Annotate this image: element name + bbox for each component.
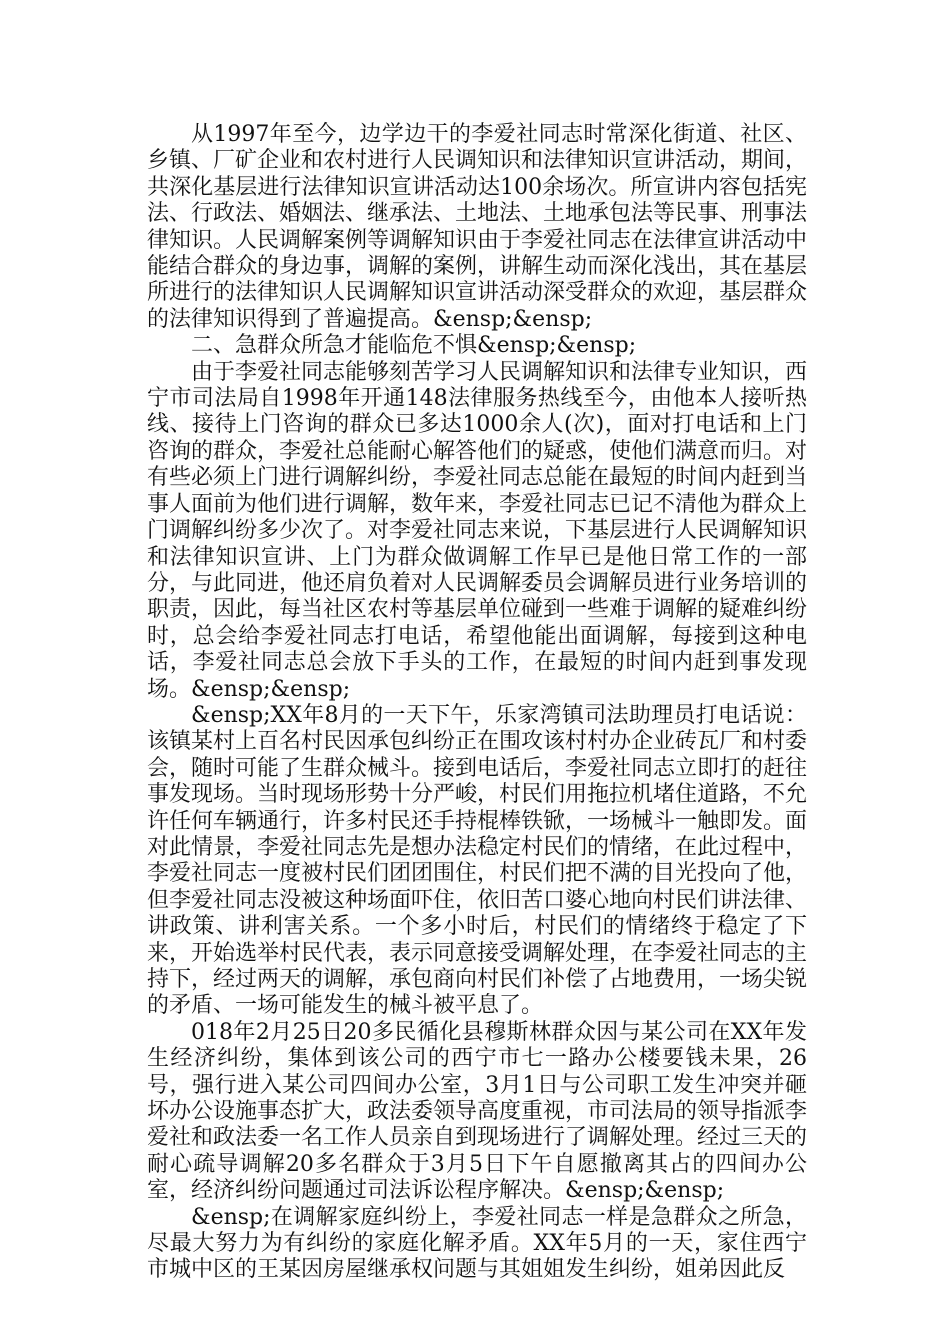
section-heading-two: 二、急群众所急才能临危不惧&ensp;&ensp; <box>191 333 637 359</box>
paragraph-family-dispute: &ensp;在调解家庭纠纷上，李爱社同志一样是急群众之所急，尽最大努力为有纠纷的家庭化解矛盾。XX年5月的一天，家住西宁市城中区的王某因房屋继承权问题与其姐姐发生纠纷，姐弟因此反 <box>147 1204 807 1283</box>
paragraph-village-dispute: &ensp;XX年8月的一天下午，乐家湾镇司法助理员打电话说：该镇某村上百名村民因承包纠纷正在围攻该村村办企业砖瓦厂和村委会，随时可能了生群众械斗。接到电话后，李爱社同志立即打的赶往事发现场。当时现场形势十分严峻，村民们用拖拉机堵住道路，不允许任何车辆通行，许多村民还手持棍棒铁锨，一场械斗一触即发。面对此情景，李爱社同志先是想办法稳定村民们的情绪，在此过程中，李爱社同志一度被村民们团团围住，村民们把不满的目光投向了他，但李爱社同志没被这种场面吓住，依旧苦口婆心地向村民们讲法律、讲政策、讲利害关系。一个多小时后，村民们的情绪终于稳定了下来，开始选举村民代表，表示同意接受调解处理，在李爱社同志的主持下，经过两天的调解，承包商向村民们补偿了占地费用，一场尖锐的矛盾、一场可能发生的械斗被平息了。 <box>147 702 808 1019</box>
paragraph-hotline-service: 由于李爱社同志能够刻苦学习人民调解知识和法律专业知识，西宁市司法局自1998年开通148法律服务热线至今，由他本人接听热线、接待上门咨询的群众已多达1000余人(次)，面对打电话和上门咨询的群众，李爱社总能耐心解答他们的疑惑，使他们满意而归。对有些必须上门进行调解纠纷，李爱社同志总能在最短的时间内赶到当事人面前为他们进行调解，数年来，李爱社同志已记不清他为群众上门调解纠纷多少次了。对李爱社同志来说，下基层进行人民调解知识和法律知识宣讲、上门为群众做调解工作早已是他日常工作的一部分，与此同进，他还肩负着对人民调解委员会调解员进行业务培训的职责，因此，每当社区农村等基层单位碰到一些难于调解的疑难纠纷时，总会给李爱社同志打电话，希望他能出面调解，每接到这种电话，李爱社同志总会放下手头的工作，在最短的时间内赶到事发现场。&ensp;&ensp; <box>147 359 808 702</box>
paragraph-civic-lectures: 从1997年至今，边学边干的李爱社同志时常深化街道、社区、乡镇、厂矿企业和农村进行人民调知识和法律知识宣讲活动，期间，共深化基层进行法律知识宣讲活动达100余场次。所宣讲内容包括宪法、行政法、婚姻法、继承法、土地法、土地承包法等民事、刑事法律知识。人民调解案例等调解知识由于李爱社同志在法律宣讲活动中能结合群众的身边事，调解的案例，讲解生动而深化浅出，其在基层所进行的法律知识人民调解知识宣讲活动深受群众的欢迎，基层群众的法律知识得到了普遍提高。&ensp;&ensp; <box>147 122 808 332</box>
paragraph-economic-dispute: 018年2月25日20多民循化县穆斯林群众因与某公司在XX年发生经济纠纷，集体到该公司的西宁市七一路办公楼要钱未果，26号，强行进入某公司四间办公室，3月1日与公司职工发生冲突并砸坏办公设施事态扩大，政法委领导高度重视，市司法局的领导指派李爱社和政法委一名工作人员亲自到现场进行了调解处理。经过三天的耐心疏导调解20多名群众于3月5日下午自愿撤离其占的四间办公室，经济纠纷问题通过司法诉讼程序解决。&ensp;&ensp; <box>147 1019 808 1204</box>
document-page <box>147 122 807 1284</box>
